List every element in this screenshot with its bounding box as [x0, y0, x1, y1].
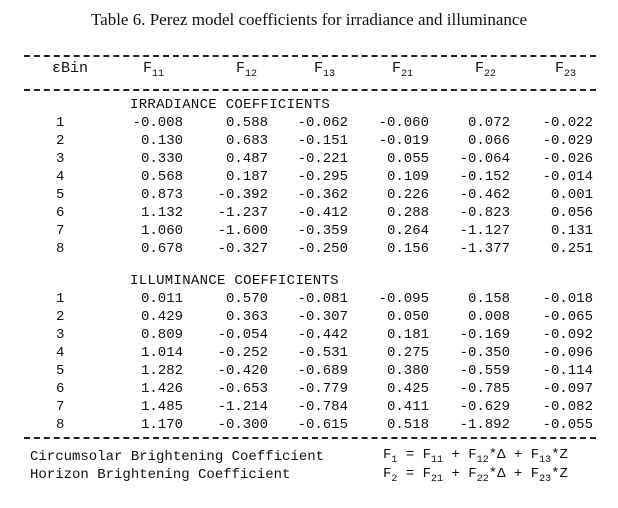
table-row: [0, 205, 618, 223]
bin-cell: 4: [56, 345, 65, 361]
coefficient-cell: -0.169: [459, 327, 510, 343]
coefficient-cell: 0.363: [225, 309, 268, 325]
coefficient-cell: 1.282: [140, 363, 183, 379]
coefficient-cell: -0.081: [297, 291, 348, 307]
coefficient-cell: -0.629: [459, 399, 510, 415]
coefficient-cell: 0.380: [386, 363, 429, 379]
coefficient-cell: 0.264: [386, 223, 429, 239]
table-row: [0, 169, 618, 187]
coefficient-cell: -0.152: [459, 169, 510, 185]
table-row: [0, 133, 618, 151]
bin-cell: 6: [56, 205, 65, 221]
coefficient-cell: 0.158: [467, 291, 510, 307]
coefficient-cell: 0.251: [550, 241, 593, 257]
coefficient-cell: 0.001: [550, 187, 593, 203]
header-f23: $F_{23}$: [555, 60, 577, 80]
coefficient-cell: -0.300: [217, 417, 268, 433]
bin-cell: 2: [56, 133, 65, 149]
coefficient-cell: -0.362: [297, 187, 348, 203]
coefficient-cell: 0.055: [386, 151, 429, 167]
coefficient-cell: -0.114: [542, 363, 593, 379]
dashed-rule-top: [24, 55, 596, 57]
coefficient-cell: -0.462: [459, 187, 510, 203]
coefficient-cell: -0.327: [217, 241, 268, 257]
coefficient-cell: 0.873: [140, 187, 183, 203]
coefficient-cell: -0.029: [542, 133, 593, 149]
coefficient-cell: 0.330: [140, 151, 183, 167]
table-row: [0, 381, 618, 399]
coefficient-cell: 0.411: [386, 399, 429, 415]
coefficient-cell: 0.429: [140, 309, 183, 325]
dashed-rule-header: [24, 89, 596, 91]
coefficient-cell: -0.055: [542, 417, 593, 433]
section-title-illuminance: ILLUMINANCE COEFFICIENTS: [130, 273, 339, 289]
coefficient-cell: -0.060: [378, 115, 429, 131]
bin-cell: 4: [56, 169, 65, 185]
coefficient-cell: -0.295: [297, 169, 348, 185]
bin-cell: 5: [56, 363, 65, 379]
coefficient-cell: 0.050: [386, 309, 429, 325]
coefficient-cell: 0.109: [386, 169, 429, 185]
coefficient-cell: -0.420: [217, 363, 268, 379]
header-f22: $F_{22}$: [475, 60, 497, 80]
coefficient-cell: 0.226: [386, 187, 429, 203]
table-row: [0, 187, 618, 205]
coefficient-cell: 0.011: [140, 291, 183, 307]
coefficient-cell: -0.096: [542, 345, 593, 361]
coefficient-cell: 1.014: [140, 345, 183, 361]
coefficient-cell: 0.678: [140, 241, 183, 257]
table-row: [0, 417, 618, 435]
bin-cell: 1: [56, 291, 65, 307]
coefficient-cell: -1.237: [217, 205, 268, 221]
bin-cell: 3: [56, 151, 65, 167]
table-row: [0, 327, 618, 345]
table-row: [0, 241, 618, 259]
coefficient-cell: -0.008: [132, 115, 183, 131]
coefficient-cell: -0.531: [297, 345, 348, 361]
coefficient-cell: -0.359: [297, 223, 348, 239]
coefficient-cell: 0.181: [386, 327, 429, 343]
coefficient-cell: -0.097: [542, 381, 593, 397]
coefficient-cell: -0.392: [217, 187, 268, 203]
coefficient-cell: -0.151: [297, 133, 348, 149]
coefficient-cell: 0.275: [386, 345, 429, 361]
coefficient-cell: -0.026: [542, 151, 593, 167]
coefficient-cell: -0.082: [542, 399, 593, 415]
coefficient-cell: -1.892: [459, 417, 510, 433]
coefficient-cell: 0.518: [386, 417, 429, 433]
section-title-irradiance: IRRADIANCE COEFFICIENTS: [130, 97, 331, 113]
coefficient-cell: -0.221: [297, 151, 348, 167]
coefficient-cell: -0.252: [217, 345, 268, 361]
coefficient-cell: -0.559: [459, 363, 510, 379]
coefficient-cell: -0.054: [217, 327, 268, 343]
table-title: Table 6. Perez model coefficients for irradiance and illuminance: [90, 10, 528, 29]
bin-cell: 6: [56, 381, 65, 397]
coefficient-cell: 0.588: [225, 115, 268, 131]
coefficient-cell: -0.779: [297, 381, 348, 397]
header-bin: εBin: [52, 60, 89, 77]
coefficient-cell: -0.022: [542, 115, 593, 131]
footer-equation-f2: $F_2 = F_{21} + F_{22}*\Delta + F_{23}*Z$: [383, 466, 568, 485]
header-f11: $F_{11}$: [143, 60, 165, 80]
bin-cell: 8: [56, 417, 65, 433]
coefficient-cell: -1.600: [217, 223, 268, 239]
coefficient-cell: -0.019: [378, 133, 429, 149]
bin-cell: 2: [56, 309, 65, 325]
bin-cell: 3: [56, 327, 65, 343]
coefficient-cell: -0.412: [297, 205, 348, 221]
header-f12: $F_{12}$: [236, 60, 258, 80]
table-row: [0, 309, 618, 327]
coefficient-cell: 0.425: [386, 381, 429, 397]
coefficient-cell: 0.809: [140, 327, 183, 343]
coefficient-cell: 0.130: [140, 133, 183, 149]
coefficient-cell: -0.442: [297, 327, 348, 343]
table-row: [0, 223, 618, 241]
coefficient-cell: 0.683: [225, 133, 268, 149]
coefficient-cell: -0.653: [217, 381, 268, 397]
coefficient-cell: -0.823: [459, 205, 510, 221]
footer-label-circumsolar: Circumsolar Brightening Coefficient: [30, 449, 325, 465]
bin-cell: 7: [56, 399, 65, 415]
coefficient-cell: -0.092: [542, 327, 593, 343]
coefficient-cell: 0.570: [225, 291, 268, 307]
table-row: [0, 151, 618, 169]
coefficient-cell: 0.008: [467, 309, 510, 325]
coefficient-cell: -0.689: [297, 363, 348, 379]
coefficient-cell: 0.568: [140, 169, 183, 185]
footer-equation-f1: $F_1 = F_{11} + F_{12}*\Delta + F_{13}*Z$: [383, 447, 568, 466]
coefficient-cell: -0.062: [297, 115, 348, 131]
table-row: [0, 363, 618, 381]
coefficient-cell: -0.615: [297, 417, 348, 433]
coefficient-cell: 0.288: [386, 205, 429, 221]
dashed-rule-bottom: [24, 437, 596, 439]
coefficient-cell: -0.095: [378, 291, 429, 307]
footer-label-horizon: Horizon Brightening Coefficient: [30, 467, 291, 483]
table-row: [0, 115, 618, 133]
table-row: [0, 291, 618, 309]
coefficient-cell: 0.187: [225, 169, 268, 185]
coefficient-cell: -0.014: [542, 169, 593, 185]
bin-cell: 8: [56, 241, 65, 257]
table-row: [0, 345, 618, 363]
coefficient-cell: -0.065: [542, 309, 593, 325]
coefficient-cell: -0.785: [459, 381, 510, 397]
coefficient-cell: 0.487: [225, 151, 268, 167]
coefficient-cell: 0.131: [550, 223, 593, 239]
coefficient-cell: 0.056: [550, 205, 593, 221]
coefficient-cell: 1.426: [140, 381, 183, 397]
coefficient-cell: -1.377: [459, 241, 510, 257]
header-f21: $F_{21}$: [392, 60, 414, 80]
coefficient-cell: 0.156: [386, 241, 429, 257]
coefficient-cell: 1.170: [140, 417, 183, 433]
coefficient-cell: 0.072: [467, 115, 510, 131]
coefficient-cell: -0.784: [297, 399, 348, 415]
coefficient-cell: 1.485: [140, 399, 183, 415]
coefficient-cell: 1.060: [140, 223, 183, 239]
coefficient-cell: 0.066: [467, 133, 510, 149]
header-f13: $F_{13}$: [314, 60, 336, 80]
coefficient-cell: -0.250: [297, 241, 348, 257]
coefficient-cell: 1.132: [140, 205, 183, 221]
coefficient-cell: -0.350: [459, 345, 510, 361]
coefficient-cell: -1.214: [217, 399, 268, 415]
coefficient-cell: -0.307: [297, 309, 348, 325]
coefficient-cell: -1.127: [459, 223, 510, 239]
bin-cell: 7: [56, 223, 65, 239]
coefficient-cell: -0.064: [459, 151, 510, 167]
coefficient-cell: -0.018: [542, 291, 593, 307]
bin-cell: 5: [56, 187, 65, 203]
bin-cell: 1: [56, 115, 65, 131]
table-row: [0, 399, 618, 417]
